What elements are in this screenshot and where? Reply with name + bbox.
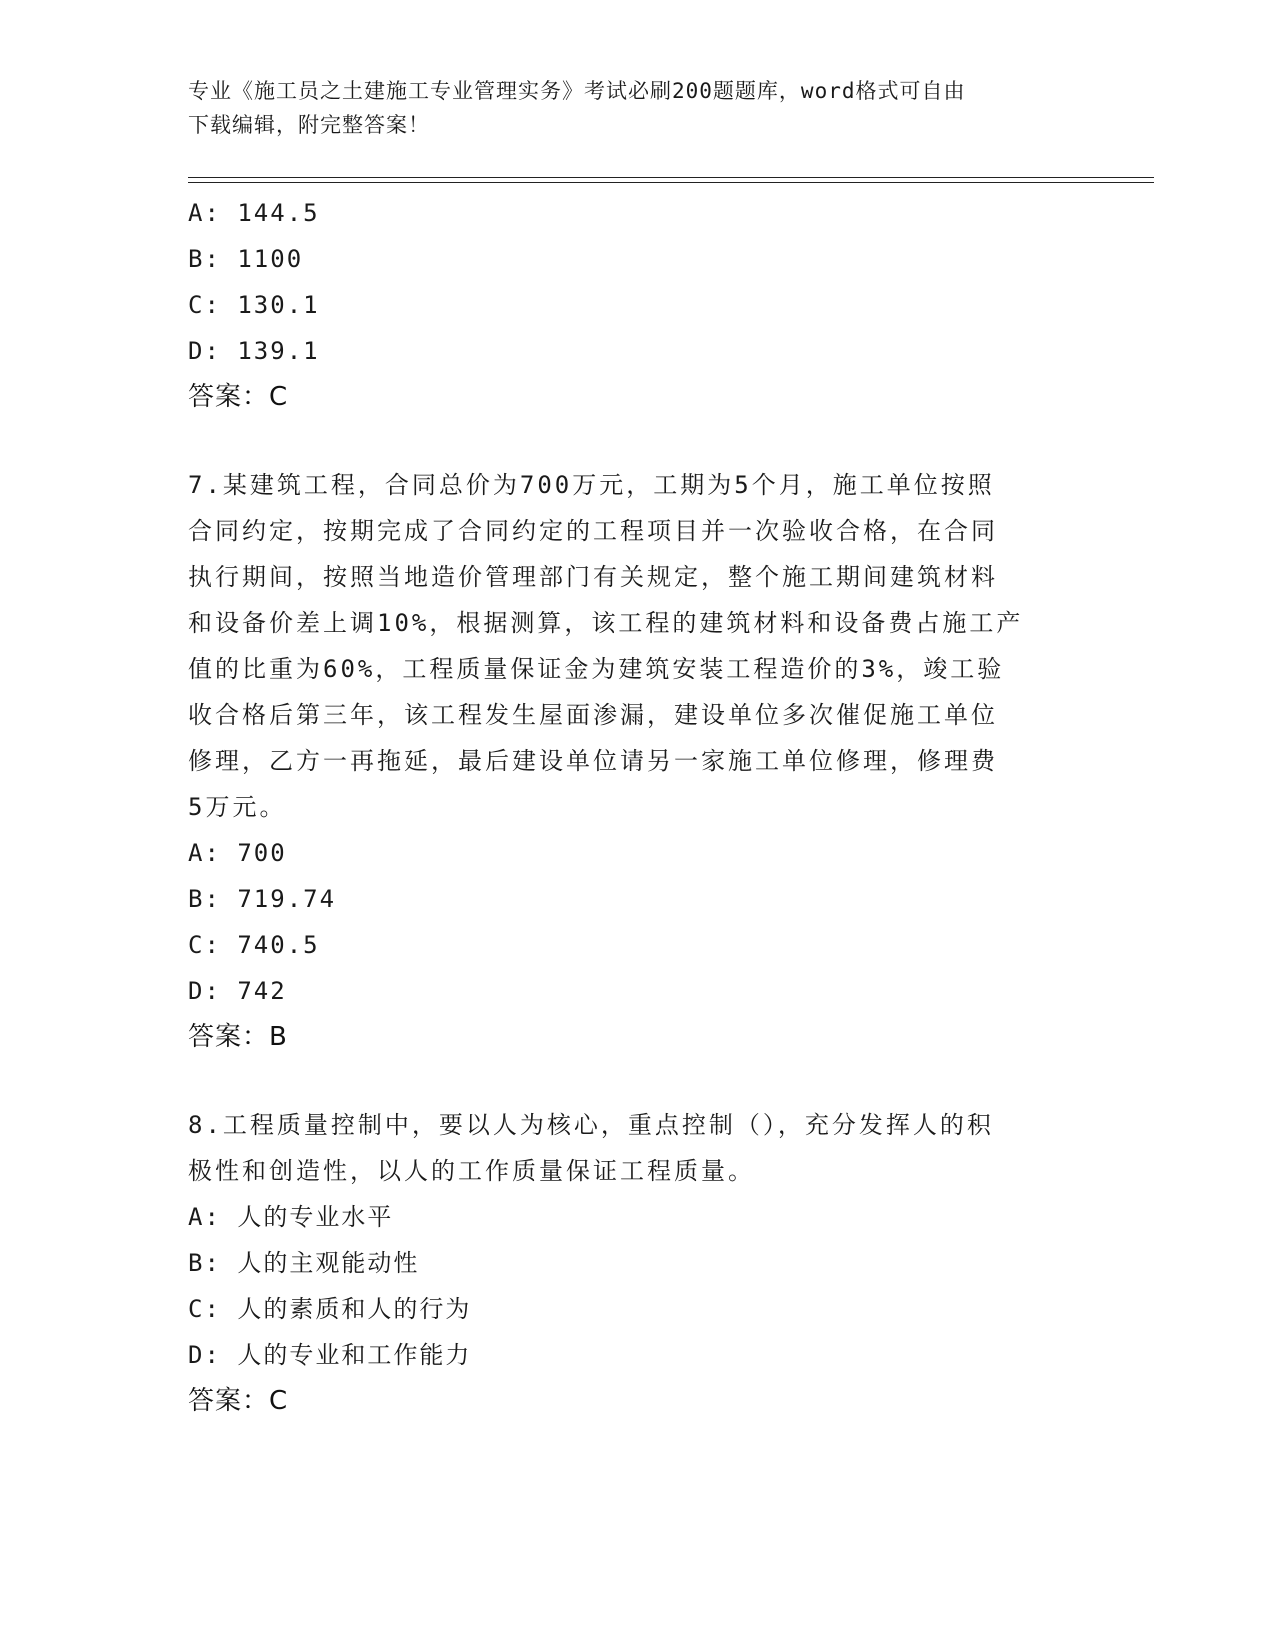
question-text-line: 极性和创造性，以人的工作质量保证工程质量。 — [188, 1157, 755, 1185]
answer-label: 答案：B — [188, 1022, 288, 1052]
option-b: B: 人的主观能动性 — [188, 1249, 420, 1277]
option-a: A: 人的专业水平 — [188, 1203, 394, 1231]
option-a: A: 144.5 — [188, 199, 320, 227]
question-text-line: 8.工程质量控制中，要以人为核心，重点控制（），充分发挥人的积 — [188, 1111, 994, 1139]
question-text — [188, 1102, 1088, 1194]
spacer — [188, 1060, 1088, 1102]
header-title-line-2: 下载编辑，附完整答案！ — [188, 113, 430, 137]
option-a: A: 700 — [188, 839, 287, 867]
question-text-line: 7.某建筑工程，合同总价为700万元，工期为5个月，施工单位按照 — [188, 471, 995, 499]
question-text — [188, 462, 1088, 830]
header-divider-top — [188, 177, 1154, 178]
spacer — [188, 420, 1088, 462]
option-c: C: 130.1 — [188, 291, 320, 319]
question-list — [188, 190, 1088, 1424]
option-d: D: 139.1 — [188, 337, 320, 365]
question-text-line: 5万元。 — [188, 793, 287, 821]
option-c: C: 740.5 — [188, 931, 320, 959]
document-header — [188, 74, 1068, 142]
option-b: B: 1100 — [188, 245, 304, 273]
option-b: B: 719.74 — [188, 885, 337, 913]
question-text-line: 合同约定，按期完成了合同约定的工程项目并一次验收合格，在合同 — [188, 517, 998, 545]
answer-label: 答案：C — [188, 1386, 289, 1416]
question-8 — [188, 1102, 1088, 1424]
question-text-line: 值的比重为60%，工程质量保证金为建筑安装工程造价的3%，竣工验 — [188, 655, 1005, 683]
question-6 — [188, 190, 1088, 420]
question-7 — [188, 462, 1088, 1060]
header-title-line-1: 专业《施工员之土建施工专业管理实务》考试必刷200题题库，word格式可自由 — [188, 79, 966, 103]
header-divider-bottom — [188, 182, 1154, 183]
option-d: D: 742 — [188, 977, 287, 1005]
option-d: D: 人的专业和工作能力 — [188, 1341, 472, 1369]
option-c: C: 人的素质和人的行为 — [188, 1295, 472, 1323]
question-text-line: 收合格后第三年，该工程发生屋面渗漏，建设单位多次催促施工单位 — [188, 701, 998, 729]
question-text-line: 修理，乙方一再拖延，最后建设单位请另一家施工单位修理，修理费 — [188, 747, 998, 775]
answer-label: 答案：C — [188, 382, 289, 412]
question-text-line: 和设备价差上调10%，根据测算，该工程的建筑材料和设备费占施工产 — [188, 609, 1024, 637]
question-text-line: 执行期间，按照当地造价管理部门有关规定，整个施工期间建筑材料 — [188, 563, 998, 591]
